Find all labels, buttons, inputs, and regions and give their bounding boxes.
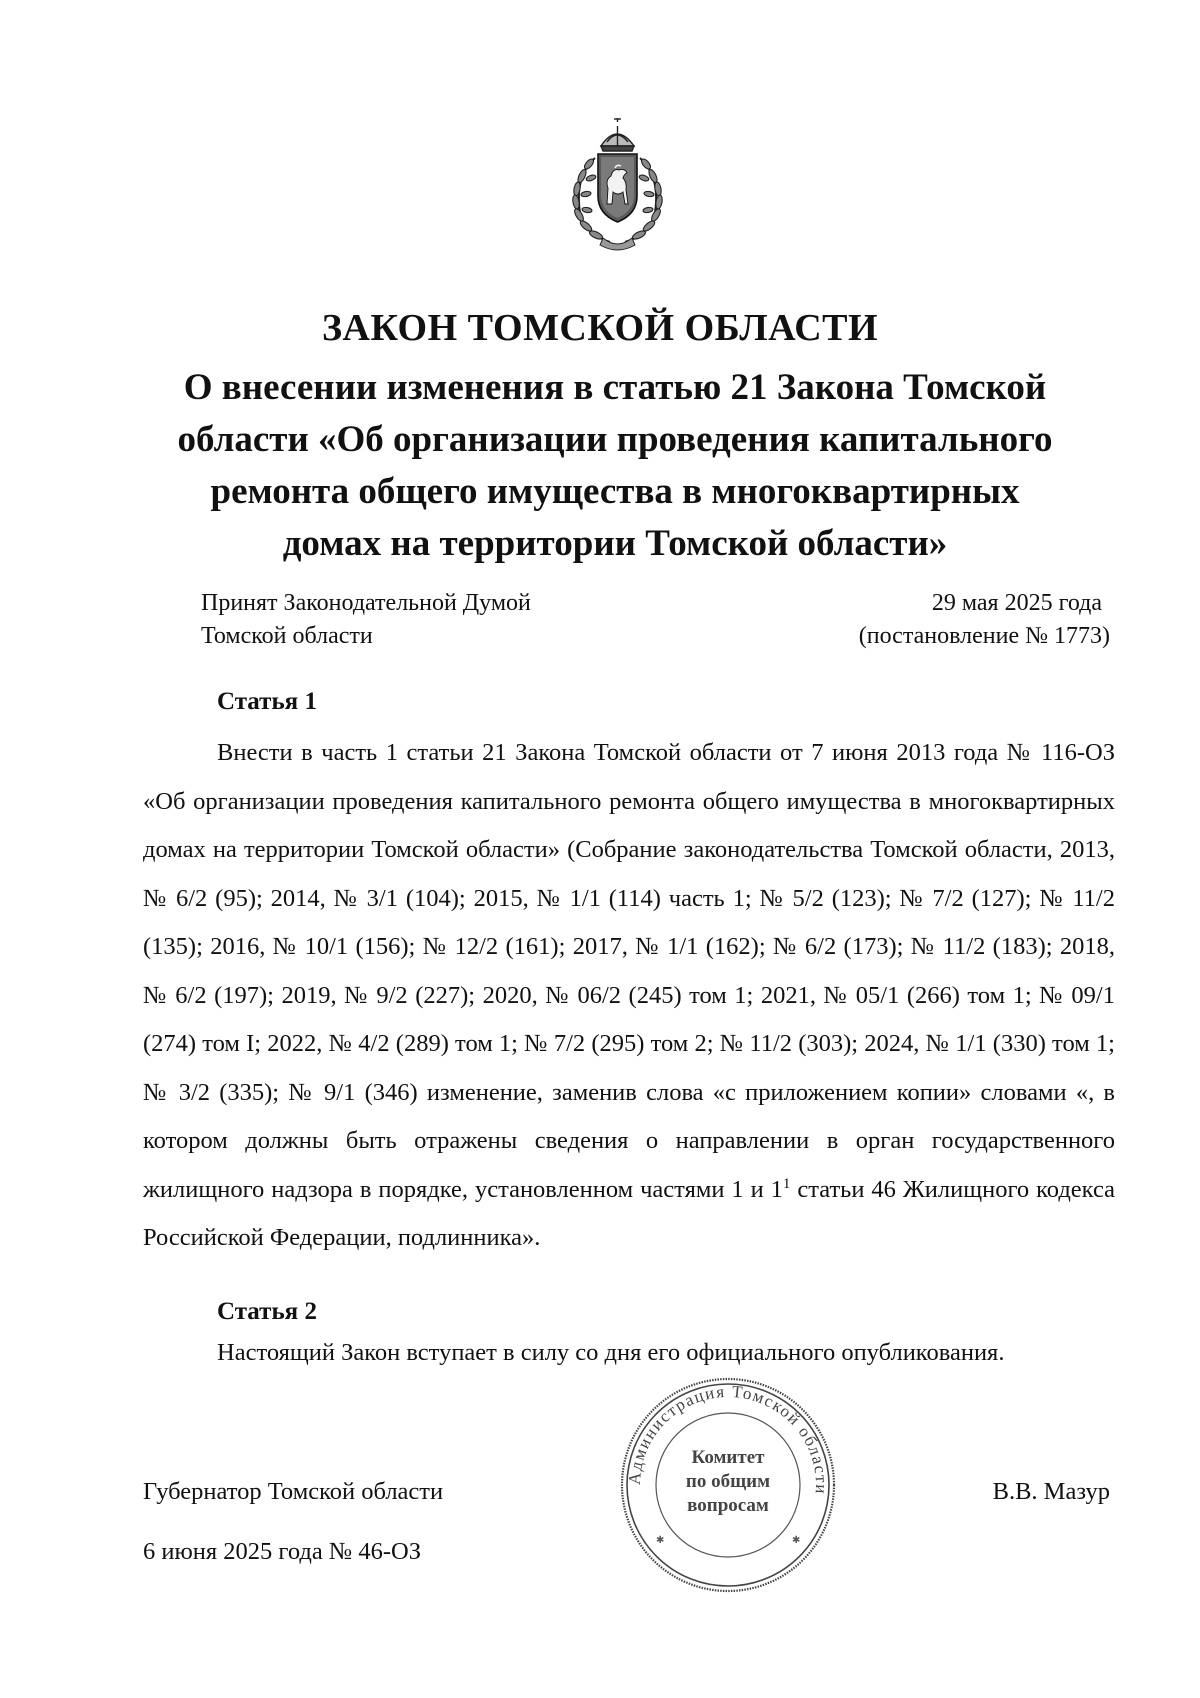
official-stamp: [618, 1375, 838, 1595]
adoption-date: 29 мая 2025 года: [931, 590, 1102, 616]
adopted-by-line1: Принят Законодательной Думой: [201, 590, 531, 616]
law-title: ЗАКОН ТОМСКОЙ ОБЛАСТИ: [321, 307, 879, 349]
governor-title: Губернатор Томской области: [143, 1478, 444, 1505]
stamp-star-right-icon: ✱: [792, 1535, 801, 1546]
article-1-text: [143, 729, 1115, 1263]
article-2-heading: Статья 2: [217, 1298, 317, 1325]
adoption-date-block: [859, 587, 1110, 653]
adopted-by-line2: Томской области: [201, 623, 373, 649]
article-1-text-end: статьи 46 Жилищного кодекса Российской Федерации, подлинника».: [143, 1175, 1116, 1251]
governor-name: В.В. Мазур: [992, 1478, 1110, 1505]
stamp-ring-text: Администрация Томской области: [624, 1381, 832, 1496]
stamp-star-left-icon: ✱: [656, 1535, 665, 1546]
article-1-superscript: 1: [782, 1175, 791, 1192]
stamp-center-line1: Комитет: [691, 1447, 765, 1468]
law-subtitle: О внесении изменения в статью 21 Закона Томской области «Об организации проведения капитального ремонта общего имущества в многоквартирных домах на территории Томской области»: [177, 367, 1053, 564]
adopted-by-block: [201, 587, 531, 653]
resolution-number: (постановление № 1773): [858, 623, 1110, 649]
article-2-text: Настоящий Закон вступает в силу со дня его официального опубликования.: [217, 1339, 1005, 1366]
stamp-center-line3: вопросам: [687, 1495, 769, 1516]
stamp-center-line2: по общим: [685, 1471, 771, 1492]
law-date-number: 6 июня 2025 года № 46-ОЗ: [143, 1538, 421, 1565]
article-1-heading: Статья 1: [217, 688, 317, 715]
coat-of-arms-emblem: [555, 118, 680, 253]
article-1-text-main: Внести в часть 1 статьи 21 Закона Томской области от 7 июня 2013 года № 116-ОЗ «Об организации проведения капитального ремонта общего имущества в многоквартирных домах на территории Томской области» (Собрание законодательства Томской области, 2013, № 6/2 (95); 2014, № 3/1 (104); 2015, № 1/1 (114) часть 1; № 5/2 (123); № 7/2 (127); № 11/2 (135); 2016, № 10/1 (156); № 12/2 (161); 2017, № 1/1 (162); № 6/2 (173); № 11/2 (183); 2018, № 6/2 (197); 2019, № 9/2 (227); 2020, № 06/2 (245) том 1; 2021, № 05/1 (266) том 1; № 09/1 (274) том I; 2022, № 4/2 (289) том 1; № 7/2 (295) том 2; № 11/2 (303); 2024, № 1/1 (330) том 1; № 3/2 (335); № 9/1 (346) изменение, заменив слова «с приложением копии» словами «, в котором должны быть отражены сведения о направлении в орган государственного жилищного надзора в порядке, установленном частями 1 и 1: [143, 739, 1115, 1203]
